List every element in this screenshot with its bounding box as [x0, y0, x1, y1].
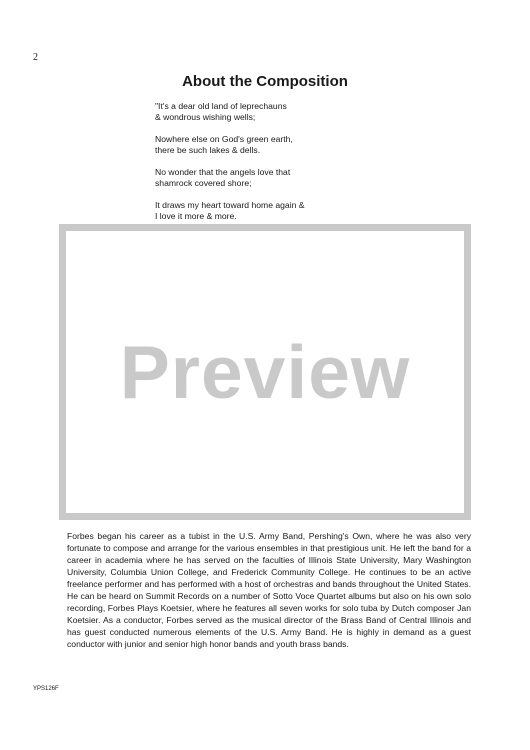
- poem-line: Nowhere else on God's green earth,: [155, 134, 293, 144]
- poem-line: there be such lakes & dells.: [155, 145, 261, 155]
- poem-stanza: [155, 167, 355, 189]
- page-title: About the Composition: [182, 73, 348, 90]
- poem-line: "It's a dear old land of leprechauns: [155, 101, 287, 111]
- preview-overlay: [59, 224, 471, 520]
- poem-stanza: [155, 101, 355, 123]
- footer-code: YPS126F: [33, 686, 59, 692]
- page-number: 2: [33, 52, 38, 63]
- biography-paragraph: Forbes began his career as a tubist in the U.S. Army Band, Pershing's Own, where he was also very fortunate to compose and arrange for the various ensembles in that prestigious unit. He left the band for a career in academia where he has served on the faculties of Illinois State University, Mary Washington University, Columbia Union College, and Frederick Community College. He continues to be an active freelance performer and has performed with a host of orchestras and bands throughout the United States. He can be heard on Summit Records on a number of Sotto Voce Quartet albums but also on his own solo recording, Forbes Plays Koetsier, where he features all seven works for solo tuba by Dutch composer Jan Koetsier. As a conductor, Forbes served as the musical director of the Brass Band of Central Illinois and has guest conducted numerous elements of the U.S. Army Band. He is highly in demand as a guest conductor with junior and senior high honor bands and youth brass bands.: [67, 531, 471, 649]
- poem-line: shamrock covered shore;: [155, 178, 252, 188]
- preview-watermark-label: Preview: [119, 330, 411, 414]
- poem-stanza: [155, 134, 355, 156]
- poem-stanza: [155, 200, 355, 222]
- poem-line: No wonder that the angels love that: [155, 167, 291, 177]
- poem: [155, 101, 355, 233]
- poem-line: It draws my heart toward home again &: [155, 200, 305, 210]
- poem-line: I love it more & more.: [155, 211, 237, 221]
- poem-line: & wondrous wishing wells;: [155, 112, 256, 122]
